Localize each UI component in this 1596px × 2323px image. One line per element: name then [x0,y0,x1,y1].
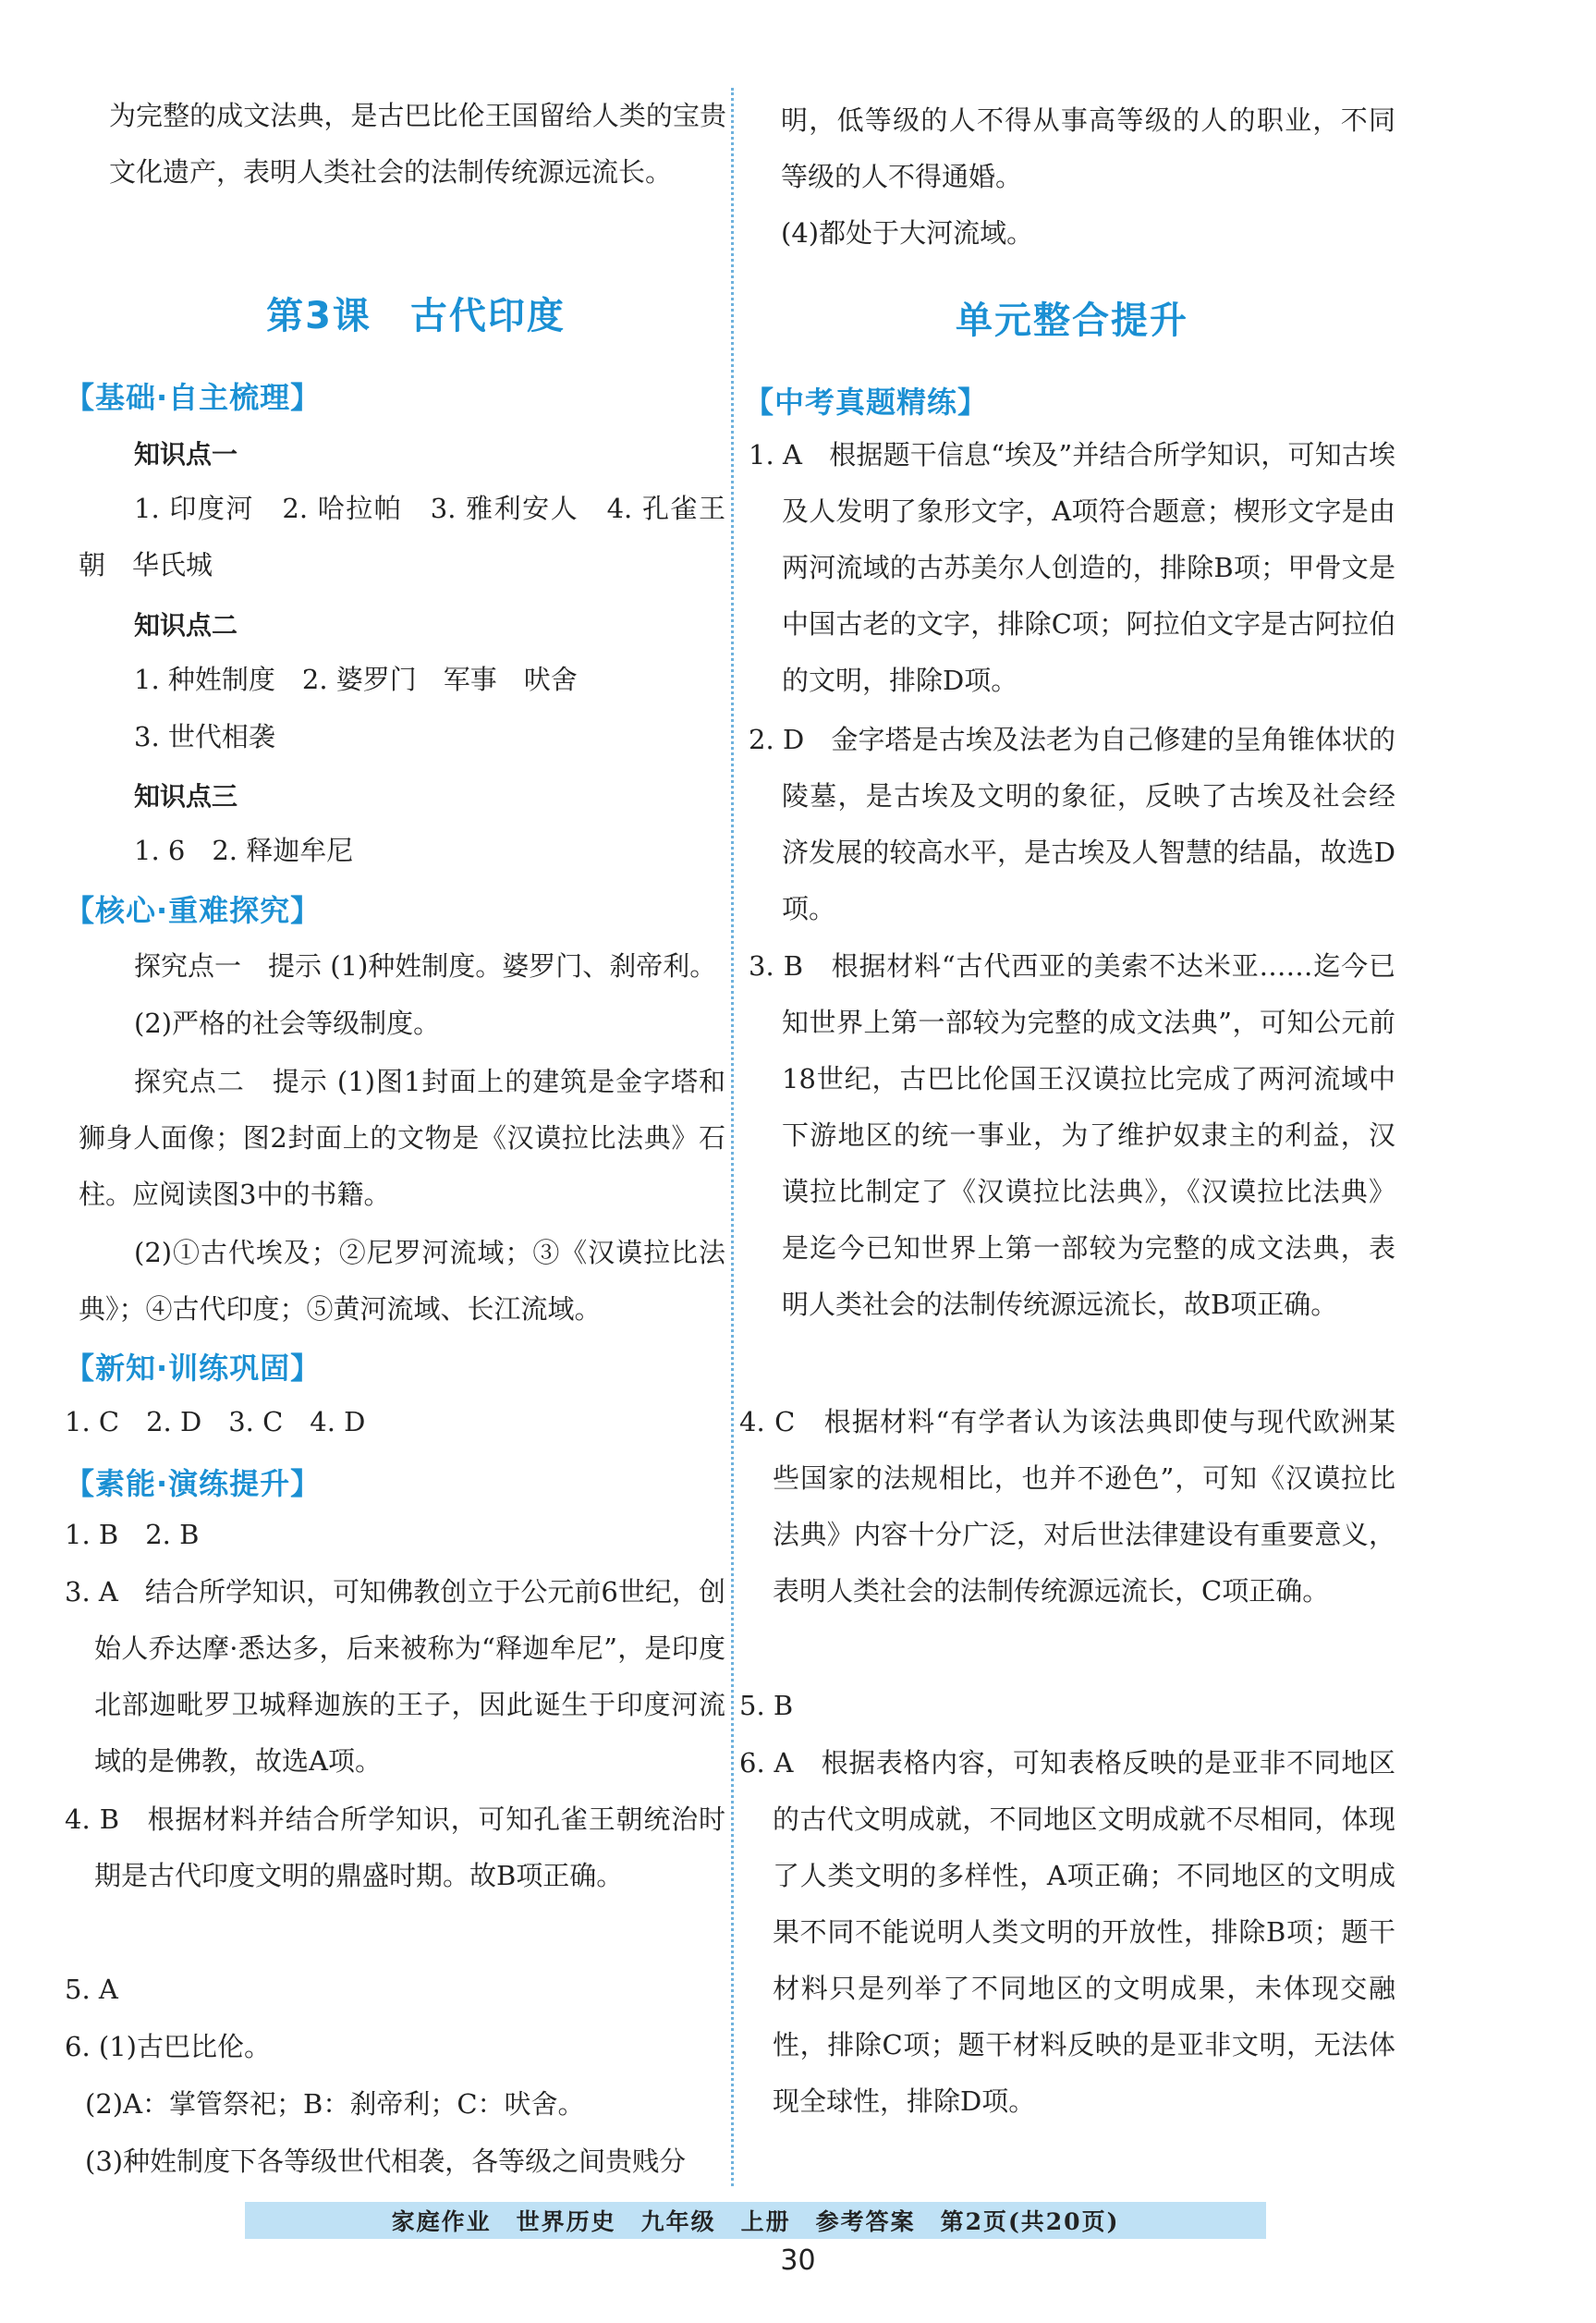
footer-bar: 家庭作业 世界历史 九年级 上册 参考答案 第2页(共20页) [245,2202,1266,2239]
competence-1-2: 1. B 2. B [65,1519,200,1550]
exam-q3: 3. B 根据材料“古代西亚的美索不达米亚……迄今已知世界上第一部较为完整的成文法典”，可知公元前18世纪，古巴比伦国王汉谟拉比完成了两河流域中下游地区的统一事业，为了维护奴隶主的利益，汉谟拉比制定了《汉谟拉比法典》，《汉谟拉比法典》是迄今已知世界上第一部较为完整的成文法典，表明人类社会的法制传统源远流长，故B项正确。 [749,950,1395,1320]
competence-4: 4. B 根据材料并结合所学知识，可知孔雀王朝统治时期是古代印度文明的鼎盛时期。故B项正确。 [65,1803,725,1891]
inquiry-1-b: (2)严格的社会等级制度。 [134,1008,441,1039]
intro-paragraph: 为完整的成文法典，是古巴比伦王国留给人类的宝贵文化遗产，表明人类社会的法制传统源远流长。 [109,100,726,188]
competence-3: 3. A 结合所学知识，可知佛教创立于公元前6世纪，创始人乔达摩·悉达多，后来被称为“释迦牟尼”，是印度北部迦毗罗卫城释迦族的王子，因此诞生于印度河流域的是佛教，故选A项。 [65,1576,725,1777]
competence-6-3: (3)种姓制度下各等级世代相袭，各等级之间贵贱分 [85,2146,687,2177]
competence-6-2: (2)A：掌管祭祀；B：刹帝利；C：吠舍。 [85,2088,585,2120]
training-answers: 1. C 2. D 3. C 4. D [65,1406,366,1437]
knowledge-point-1: 知识点一 [134,439,238,470]
exam-q5: 5. B [739,1690,794,1721]
page-number: 30 [780,2244,816,2277]
section-heading-basics: 【基础·自主梳理】 [65,380,322,415]
inquiry-2: 探究点二 提示 (1)图1封面上的建筑是金字塔和狮身人面像；图2封面上的文物是《汉谟拉比法典》石柱。应阅读图3中的书籍。 [79,1066,725,1210]
section-heading-training: 【新知·训练巩固】 [65,1351,322,1386]
continued-paragraph: 明，低等级的人不得从事高等级的人的职业，不同等级的人不得通婚。 [781,104,1395,192]
inquiry-2-b: (2)①古代埃及；②尼罗河流域；③《汉谟拉比法典》；④古代印度；⑤黄河流域、长江流域。 [79,1237,725,1325]
knowledge-point-3: 知识点三 [134,781,238,812]
column-divider [731,88,734,2186]
kp3-answers: 1. 6 2. 释迦牟尼 [134,835,354,866]
lesson-title: 第3课 古代印度 [266,295,566,337]
exam-q1: 1. A 根据题干信息“埃及”并结合所学知识，可知古埃及人发明了象形文字，A项符合题意；楔形文字是由两河流域的古苏美尔人创造的，排除B项；甲骨文是中国古老的文字，排除C项；阿拉伯文字是古阿拉伯的文明，排除D项。 [749,439,1395,696]
section-heading-core: 【核心·重难探究】 [65,893,322,928]
exam-q4: 4. C 根据材料“有学者认为该法典即使与现代欧洲某些国家的法规相比，也并不逊色”，可知《汉谟拉比法典》内容十分广泛，对后世法律建设有重要意义，表明人类社会的法制传统源远流长，C项正确。 [739,1406,1395,1607]
kp2-line1: 1. 种姓制度 2. 婆罗门 军事 吠舍 [134,664,578,695]
exam-q2: 2. D 金字塔是古埃及法老为自己修建的呈角锥体状的陵墓，是古埃及文明的象征，反映了古埃及社会经济发展的较高水平，是古埃及人智慧的结晶，故选D项。 [749,724,1395,924]
kp2-line2: 3. 世代相袭 [134,721,275,752]
continued-4: (4)都处于大河流域。 [781,217,1034,249]
competence-5: 5. A [65,1974,118,2005]
kp1-answers: 1. 印度河 2. 哈拉帕 3. 雅利安人 4. 孔雀王朝 华氏城 [79,493,725,581]
knowledge-point-2: 知识点二 [134,610,238,641]
inquiry-1: 探究点一 提示 (1)种姓制度。婆罗门、刹帝利。 [134,950,717,982]
competence-6-1: 6. (1)古巴比伦。 [65,2031,271,2062]
unit-title: 单元整合提升 [956,300,1188,342]
exam-q6: 6. A 根据表格内容，可知表格反映的是亚非不同地区的古代文明成就，不同地区文明成就不尽相同，体现了人类文明的多样性，A项正确；不同地区的文明成果不同不能说明人类文明的开放性，排除B项；题干材料只是列举了不同地区的文明成果，未体现交融性，排除C项；题干材料反映的是亚非文明，无法体现全球性，排除D项。 [739,1747,1395,2117]
section-heading-competence: 【素能·演练提升】 [65,1466,322,1501]
section-heading-exam: 【中考真题精练】 [744,385,989,420]
